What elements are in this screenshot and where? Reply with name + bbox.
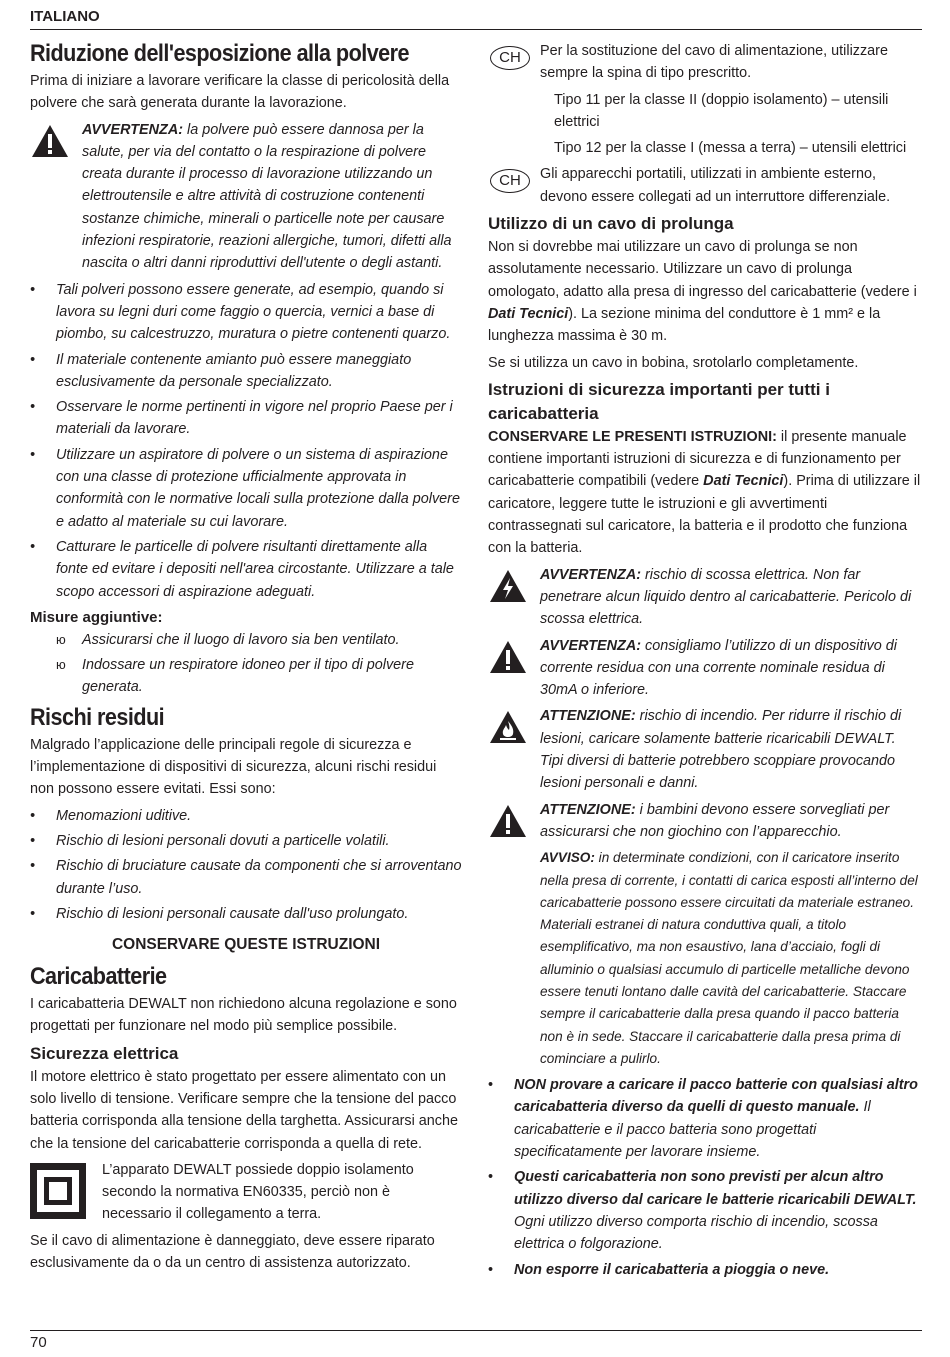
double-insulation-text: L’apparato DEWALT possiede doppio isolamento secondo la normativa EN60335, perciò non è necessario il collegamento a terra. [102,1161,414,1223]
list-item: • Catturare le particelle di polvere risultanti direttamente alla fonte ed evitare i depositi nell'area circostante. Utilizzare a tale scopo accessori di aspirazione adeguati. [30,538,454,600]
list-item: • Questi caricabatteria non sono previsti per alcun altro utilizzo diverso dal caricare le batterie ricaricabili DEWALT. Ogni utilizzo diverso comporta rischio di incendio, scossa elettrica o folgorazione. [488,1169,917,1253]
ch-badge-icon: CH [490,46,530,70]
keep-instructions-heading: CONSERVARE QUESTE ISTRUZIONI [111,936,381,954]
warning-triangle-icon [488,803,528,839]
warning-triangle-icon [30,123,70,159]
dust-intro: Prima di iniziare a lavorare verificare la classe di pericolosità della polvere che sarà generata durante la lavorazione. [30,73,450,112]
shock-warning: AVVERTENZA: rischio di scossa elettrica. Non far penetrare alcun liquido dentro al caricabatterie. Pericolo di scossa elettrica. [488,564,922,631]
right-column [488,40,922,1284]
dust-section-title: Riduzione dell'esposizione alla polvere [30,40,409,67]
list-item: • Rischio di lesioni personali causate dall'uso prolungato. [30,905,409,922]
safety-instructions-title: Istruzioni di sicurezza importanti per tutti i caricabatteria [488,379,830,423]
list-item: • Non esporre il caricabatteria a pioggia o neve. [488,1261,830,1278]
list-item: • Rischio di bruciature causate da componenti che si arroventano durante l’uso. [30,858,462,897]
fire-icon [488,709,528,745]
warning-triangle-icon [488,639,528,675]
measures-title: Misure aggiuntive: [30,608,163,626]
ch-type-12: Tipo 12 per la classe I (messa a terra) – utensili elettrici [554,140,907,157]
ch-plug-text: Per la sostituzione del cavo di alimentazione, utilizzare sempre la spina di tipo prescritto. [540,43,888,82]
ch-badge-icon: CH [490,169,530,193]
double-insulation-block [30,1159,462,1226]
list-item: • Rischio di lesioni personali dovuti a particelle volatili. [30,832,390,849]
dust-warning-label: AVVERTENZA: [82,121,184,138]
list-item: • Tali polveri possono essere generate, ad esempio, quando si lavora su legni duri come faggio o quercia, vernici a base di piombo, su calcestruzzo, muratura o pietre contenenti quarzo. [30,281,451,343]
safety-lead: CONSERVARE LE PRESENTI ISTRUZIONI: il presente manuale contiene importanti istruzioni di sicurezza e di funzionamento per caricabatterie compatibili (vedere Dati Tecnici). Prima di utilizzare il caricatore, leggere tutte le istruzioni e gli avvertimenti contrassegnati sul caricatore, la batteria e il prodotto che funziona con la batteria. [488,428,921,557]
residual-risks-title: Rischi residui [30,703,165,731]
header-divider [30,29,922,30]
residual-list [30,805,462,925]
page-number: 70 [30,1334,47,1351]
list-item: • Osservare le norme pertinenti in vigore nel proprio Paese per i materiali da lavorare. [30,399,453,438]
extension-coil-text: Se si utilizza un cavo in bobina, srotolarlo completamente. [488,354,859,371]
electrical-safety-title: Sicurezza elettrica [30,1043,179,1063]
notice-block: AVVISO: in determinate condizioni, con il caricatore inserito nella presa di corrente, i contatti di carica esposti all’interno del caricabatterie possono essere circuitati da materiale estraneo. Materiali estranei di natura conduttiva quali, a titolo esemplificativo, ma non esaustivo, lana d’acciaio, fogli di alluminio o qualsiasi accumulo di particelle metalliche devono essere tenuti lontano dalle cavità del caricabatterie. Staccare sempre il caricabatterie dalla presa quando il pacco batteria non è in sede. Staccare il caricabatterie dalla presa prima di cominciare a pulirlo. [540,850,918,1066]
extension-cord-text: Non si dovrebbe mai utilizzare un cavo di prolunga se non assolutamente necessario. Utilizzare un cavo di prolunga omologato, adatto alla presa di ingresso del caricabatterie (vedere i Dati Tecnici). La sezione minima del conduttore è 1 mm² e la lunghezza massima è 30 m. [488,239,917,345]
ch-outdoor-note [488,163,922,208]
measures-list [30,629,462,699]
electric-shock-icon [488,568,528,604]
dust-warning [30,119,462,275]
fire-caution: ATTENZIONE: rischio di incendio. Per ridurre il rischio di lesioni, caricare solamente batterie ricaricabili DEWALT. Tipi diversi di batterie potrebbero scoppiare provocando lesioni personali e danni. [488,705,922,794]
double-insulation-icon [30,1163,86,1219]
ch-type-11: Tipo 11 per la classe II (doppio isolamento) – utensili elettrici [554,91,889,130]
footer-divider [30,1330,922,1331]
list-item: • NON provare a caricare il pacco batterie con qualsiasi altro caricabatteria diverso da quelli di questo manuale. Il caricabatterie e il pacco batteria sono progettati specificatamente per lavorare insieme. [488,1077,918,1161]
list-item: ю Assicurarsi che il luogo di lavoro sia ben ventilato. [56,631,400,648]
charger-bullet-list [488,1074,922,1281]
residual-intro: Malgrado l’applicazione delle principali regole di sicurezza e l’implementazione di dispositivi di sicurezza, alcuni rischi residui non possono essere evitati. Essi sono: [30,736,437,798]
chargers-title: Caricabatterie [30,963,167,991]
list-item: • Menomazioni uditive. [30,807,192,824]
rcd-warning: AVVERTENZA: consigliamo l’utilizzo di un dispositivo di corrente residua con una corrente nominale residua di 30mA o inferiore. [488,635,922,702]
left-column [30,36,462,1278]
list-item: • Utilizzare un aspiratore di polvere o un sistema di aspirazione con una classe di protezione ufficialmente approvata in conformità con le normative locali sulla protezione dalla polvere e adatto al materiale su cui lavorare. [30,446,460,530]
language-header: ITALIANO [30,8,100,25]
list-item: • Il materiale contenente amianto può essere maneggiato esclusivamente da personale specializzato. [30,351,412,390]
children-caution: ATTENZIONE: i bambini devono essere sorvegliati per assicurarsi che non giochino con l’apparecchio. [488,799,922,844]
chargers-intro: I caricabatteria DEWALT non richiedono alcuna regolazione e sono progettati per funzionare nel modo più semplice possibile. [30,996,457,1035]
dust-bullet-list [30,279,462,603]
ch-outdoor-text: Gli apparecchi portatili, utilizzati in ambiente esterno, devono essere collegati ad un interruttore differenziale. [540,166,891,205]
cable-damage-text: Se il cavo di alimentazione è danneggiato, deve essere riparato esclusivamente da o da un centro di assistenza autorizzato. [30,1232,435,1272]
electrical-safety-text: Il motore elettrico è stato progettato per essere alimentato con un solo livello di tensione. Verificare sempre che la tensione del pacco batteria corrisponda alla tensione della targhetta. Assicurarsi anche che la tensione del caricabatterie corrisponda a quella di rete. [30,1068,458,1152]
ch-plug-note [488,40,922,159]
dust-warning-text: la polvere può essere dannosa per la salute, per via del contatto o la respirazione di polvere creata durante il processo di lavorazione utilizzando un elettroutensile e altre attività di costruzione contenenti sostanze chimiche, minerali o particelle note per causare infezioni respiratorie, reazioni allergiche, tumori, difetti alla nascita o altri danni riproduttivi dell'utente o degli astanti. [82,121,452,272]
extension-cord-title: Utilizzo di un cavo di prolunga [488,214,734,234]
list-item: ю Indossare un respiratore idoneo per il tipo di polvere generata. [56,657,414,696]
